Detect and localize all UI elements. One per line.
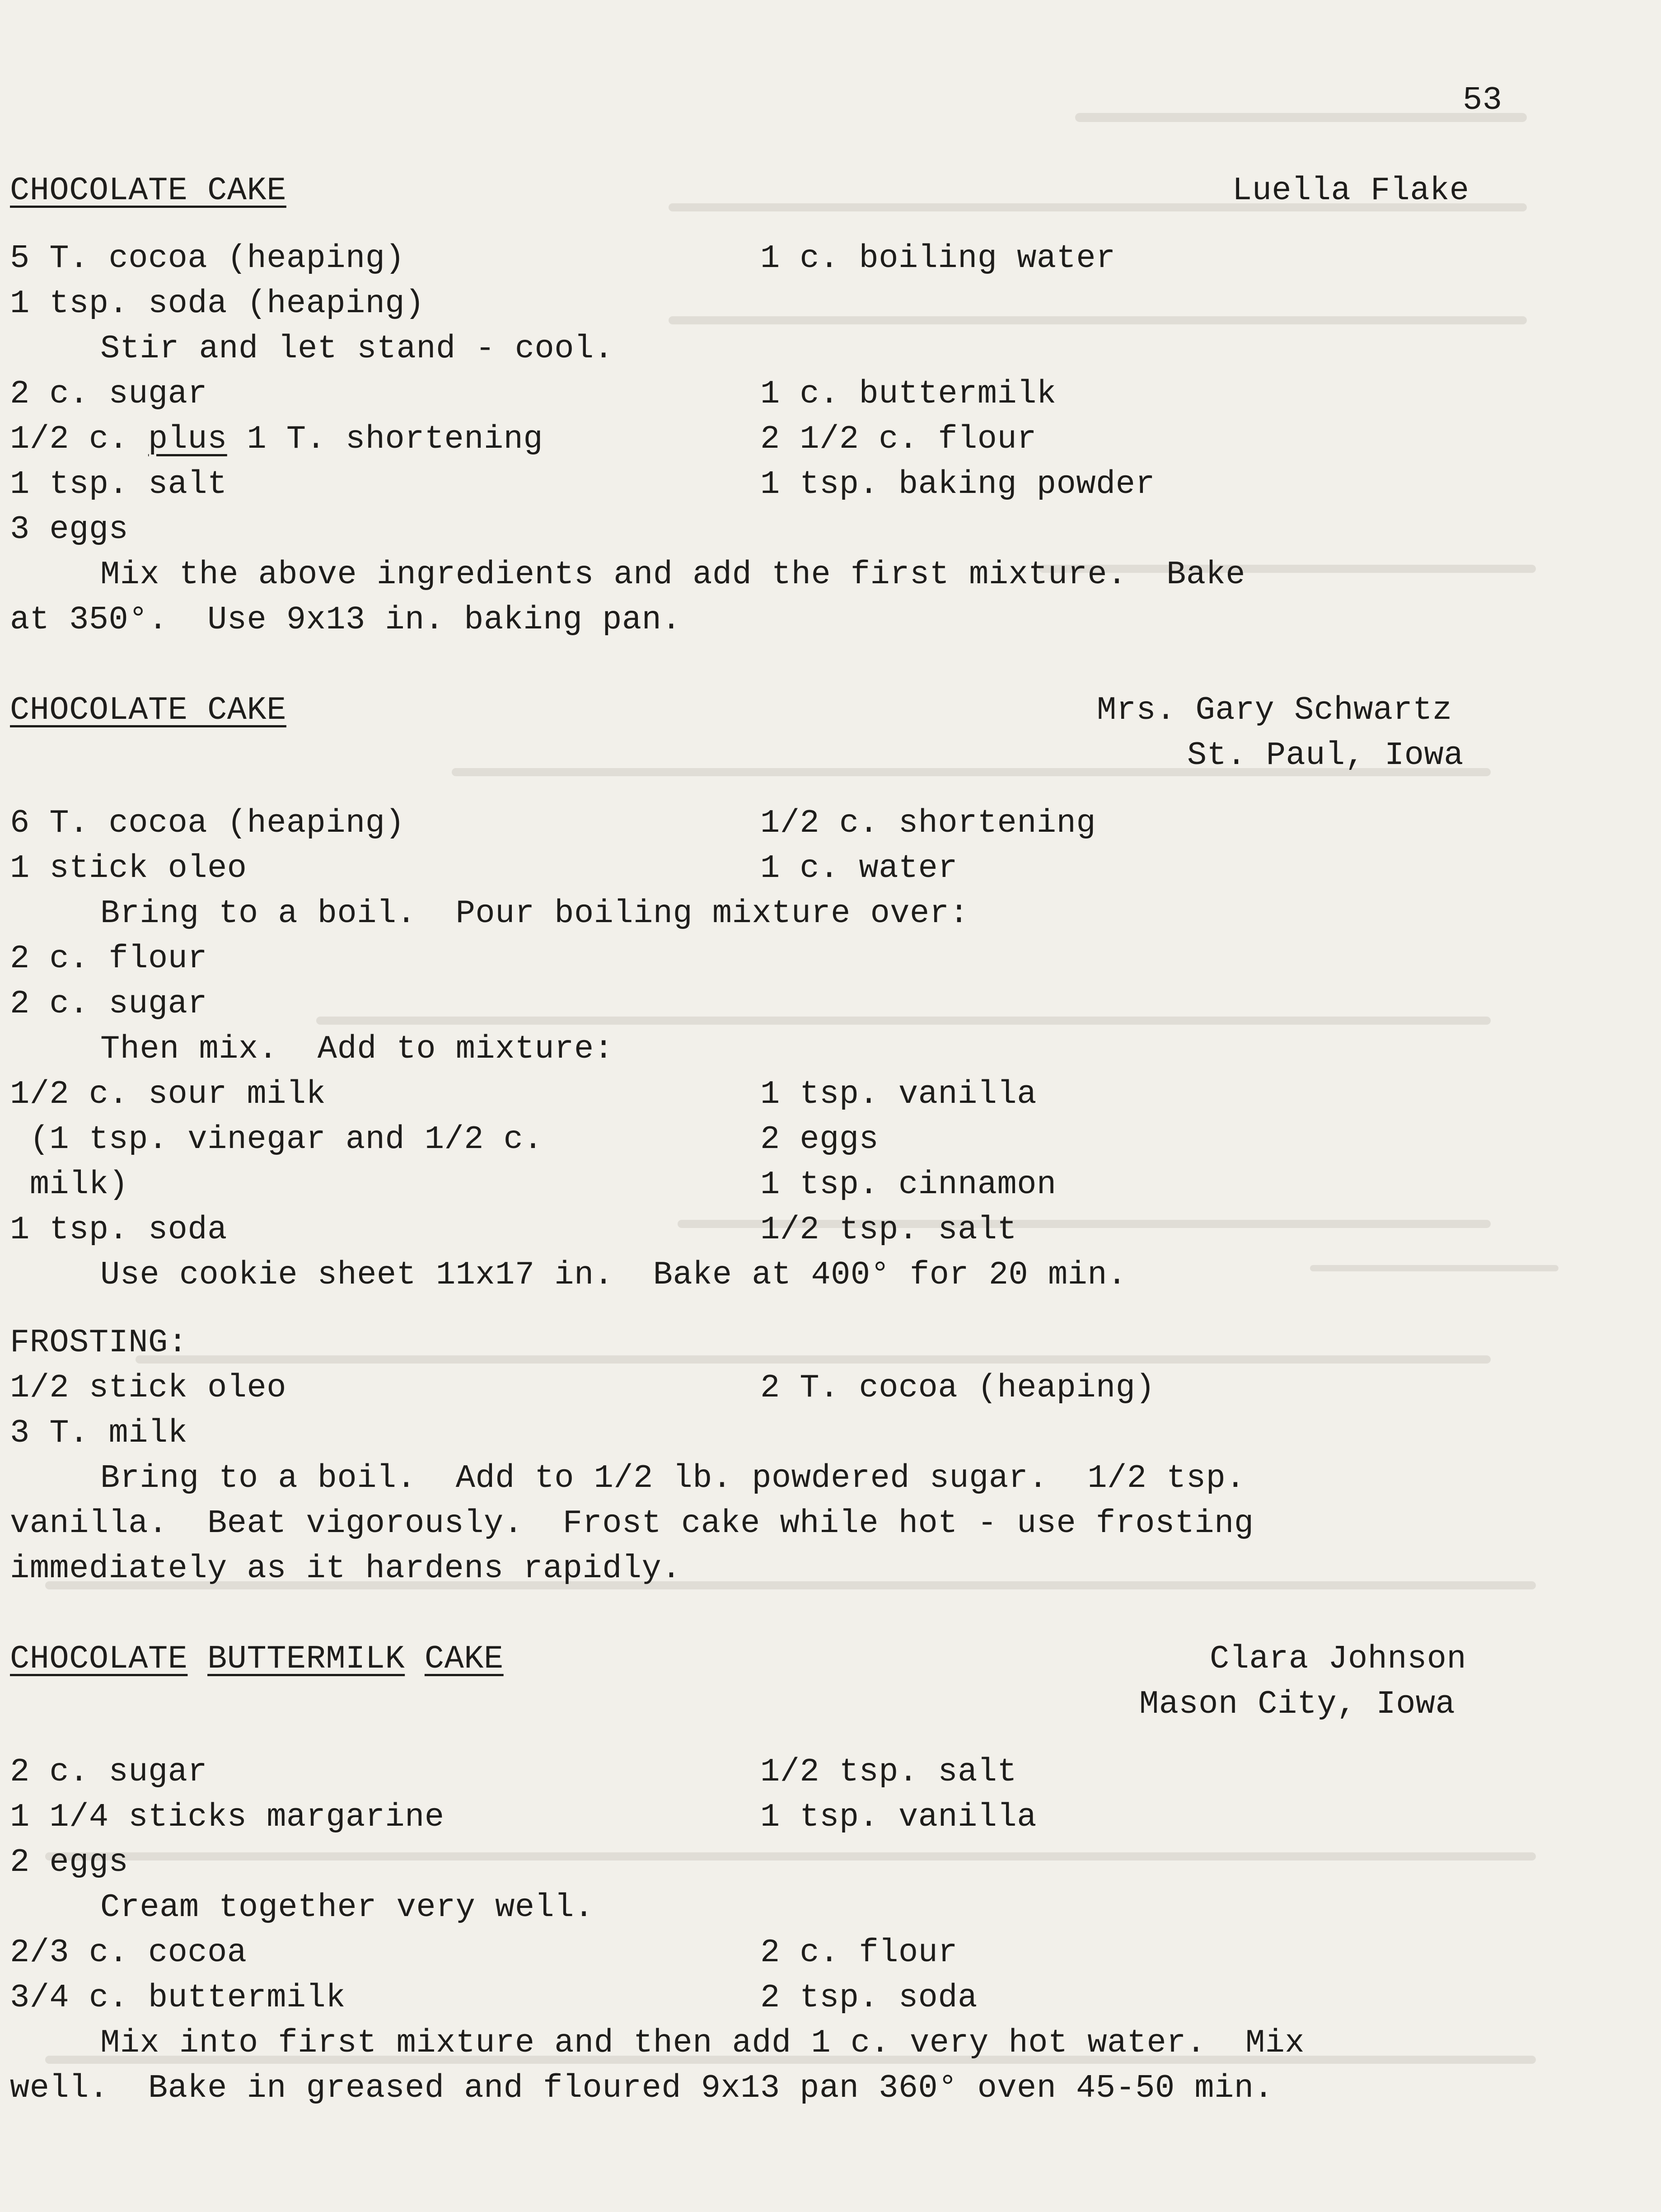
ingredient-line: 1 stick oleo — [10, 850, 247, 887]
ingredient-line: 1 tsp. soda (heaping) — [10, 285, 425, 322]
instruction-line: vanilla. Beat vigorously. Frost cake while hot - use frosting — [10, 1505, 1254, 1542]
ingredient-line: 1 tsp. soda — [10, 1211, 227, 1248]
ingredient-line: 1 tsp. vanilla — [760, 1799, 1037, 1836]
ingredient-line: 1 tsp. vanilla — [760, 1076, 1037, 1113]
ingredient-line: 1/2 stick oleo — [10, 1369, 286, 1406]
ingredient-line: 3/4 c. buttermilk — [10, 1979, 346, 2016]
ingredient-line: 2 T. cocoa (heaping) — [760, 1369, 1156, 1406]
ingredient-line: 2 eggs — [760, 1121, 879, 1158]
ingredient-line: 1 c. water — [760, 850, 958, 887]
ingredient-line: 2 c. sugar — [10, 1753, 208, 1790]
ingredient-line: 1 tsp. salt — [10, 466, 227, 503]
ingredient-line: 1 1/4 sticks margarine — [10, 1799, 444, 1836]
instruction-line: Bring to a boil. Pour boiling mixture over: — [100, 895, 969, 932]
ingredient-line: 2 tsp. soda — [760, 1979, 978, 2016]
ingredient-line: 1 tsp. cinnamon — [760, 1166, 1057, 1203]
recipe-title: FROSTING: — [10, 1324, 188, 1361]
underlined-word: plus — [148, 421, 227, 458]
ingredient-line: 1/2 tsp. salt — [760, 1211, 1017, 1248]
instruction-line: immediately as it hardens rapidly. — [10, 1550, 682, 1587]
instruction-line: Bring to a boil. Add to 1/2 lb. powdered sugar. 1/2 tsp. — [100, 1460, 1246, 1497]
ingredient-line: 1 c. boiling water — [760, 240, 1116, 277]
title-word: CAKE — [424, 1640, 504, 1678]
instruction-line: Mix the above ingredients and add the first mixture. Bake — [100, 556, 1246, 593]
instruction-line: well. Bake in greased and floured 9x13 pan 360° oven 45-50 min. — [10, 2070, 1274, 2107]
page-number: 53 — [1463, 82, 1502, 119]
recipe-author: Luella Flake — [1232, 172, 1469, 209]
ingredient-line — [10, 421, 543, 458]
ingredient-line: 1 tsp. baking powder — [760, 466, 1156, 503]
ingredient-line: 5 T. cocoa (heaping) — [10, 240, 405, 277]
ingredient-line: 2 eggs — [10, 1844, 129, 1881]
recipe-title — [10, 1640, 504, 1678]
ingredient-line: 2 c. flour — [10, 940, 208, 977]
ingredient-line: 2/3 c. cocoa — [10, 1934, 247, 1971]
ingredient-line: (1 tsp. vinegar and 1/2 c. — [10, 1121, 543, 1158]
ingredient-line: 1/2 tsp. salt — [760, 1753, 1017, 1790]
ingredient-line: 1 c. buttermilk — [760, 375, 1057, 412]
ingredient-line: 1/2 c. sour milk — [10, 1076, 326, 1113]
recipe-location: Mason City, Iowa — [1139, 1686, 1455, 1723]
ingredient-text: 1/2 c. — [10, 421, 148, 458]
instruction-line: Cream together very well. — [100, 1889, 594, 1926]
instruction-line: Use cookie sheet 11x17 in. Bake at 400° for 20 min. — [100, 1256, 1127, 1293]
instruction-line: Stir and let stand - cool. — [100, 330, 614, 367]
recipe-location: St. Paul, Iowa — [1187, 737, 1464, 774]
instruction-line: at 350°. Use 9x13 in. baking pan. — [10, 601, 682, 638]
ingredient-text: 1 T. shortening — [227, 421, 543, 458]
ingredient-line: 2 c. flour — [760, 1934, 958, 1971]
recipe-title: CHOCOLATE CAKE — [10, 692, 286, 729]
ingredient-line: 2 c. sugar — [10, 985, 208, 1022]
recipe-author: Mrs. Gary Schwartz — [1097, 692, 1452, 729]
ingredient-line: 3 T. milk — [10, 1415, 188, 1452]
instruction-line: Then mix. Add to mixture: — [100, 1031, 614, 1068]
ingredient-line: 1/2 c. shortening — [760, 805, 1096, 842]
recipe-title: CHOCOLATE CAKE — [10, 172, 286, 209]
ingredient-line: 2 1/2 c. flour — [760, 421, 1037, 458]
ingredient-line: 6 T. cocoa (heaping) — [10, 805, 405, 842]
recipe-author: Clara Johnson — [1210, 1640, 1467, 1678]
ingredient-line: milk) — [10, 1166, 129, 1203]
ingredient-line: 3 eggs — [10, 511, 129, 548]
title-word: BUTTERMILK — [207, 1640, 405, 1678]
ingredient-line: 2 c. sugar — [10, 375, 208, 412]
title-word: CHOCOLATE — [10, 1640, 188, 1678]
instruction-line: Mix into first mixture and then add 1 c. very hot water. Mix — [100, 2025, 1305, 2062]
